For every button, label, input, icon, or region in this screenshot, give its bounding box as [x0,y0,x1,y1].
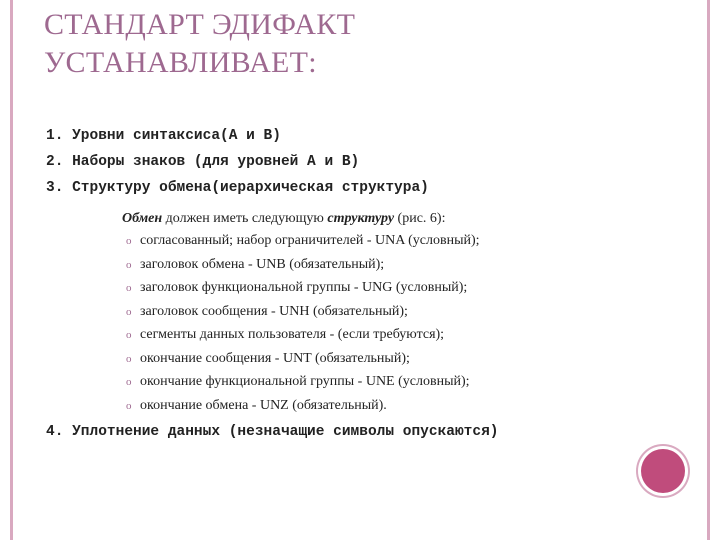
circle-bullet-icon: o [126,376,132,388]
circle-bullet-icon: o [126,305,132,318]
list-item [126,397,480,421]
right-border-decoration [707,0,710,540]
circle-bullet-icon: o [126,329,132,341]
list-item [126,256,480,280]
list-item [126,326,480,350]
list-item-text: заголовок функциональной группы - UNG (условный); [140,280,468,295]
list-item [126,303,480,327]
list-item [126,232,480,256]
list-item [126,350,480,374]
structure-intro [122,210,480,232]
exchange-structure-block [122,210,480,420]
intro-emphasis-exchange: Обмен [122,211,163,226]
numbered-item: 3. Структуру обмена(иерархическая структура) [46,180,429,196]
numbered-item: 1. Уровни синтаксиса(А и В) [46,128,281,144]
numbered-item-4: 4. Уплотнение данных (незначащие символы опускаются) [46,424,499,440]
list-item-text: заголовок сообщения - UNH (обязательный); [140,303,408,319]
list-item-text: окончание функциональной группы - UNE (условный); [140,374,470,389]
list-item [126,373,480,397]
list-item-text: сегменты данных пользователя - (если требуются); [140,327,445,342]
circle-bullet-icon: o [126,282,132,294]
intro-text: должен иметь следующую [162,211,328,226]
structure-bullet-list [122,232,480,420]
circle-bullet-icon: o [126,399,132,412]
list-item [126,279,480,303]
intro-emphasis-structure: структуру [327,211,395,226]
list-item-text: заголовок обмена - UNB (обязательный); [140,256,385,272]
circle-bullet-icon: o [126,258,132,271]
list-item-text: окончание сообщения - UNT (обязательный); [140,350,410,366]
intro-figure-ref: (рис. 6): [394,211,446,226]
title-line-2: УСТАНАВЛИВАЕТ: [44,46,317,79]
circle-bullet-icon: o [126,235,132,247]
decorative-circle [641,449,685,493]
list-item-text: согласованный; набор ограничителей - UNA (условный); [140,233,480,248]
numbered-list [46,126,429,204]
slide-title [44,6,355,82]
list-item-text: окончание обмена - UNZ (обязательный). [140,397,387,413]
title-line-1: СТАНДАРТ ЭДИФАКТ [44,8,356,41]
circle-bullet-icon: o [126,352,132,365]
numbered-item: 2. Наборы знаков (для уровней А и В) [46,154,360,170]
left-border-decoration [10,0,13,540]
